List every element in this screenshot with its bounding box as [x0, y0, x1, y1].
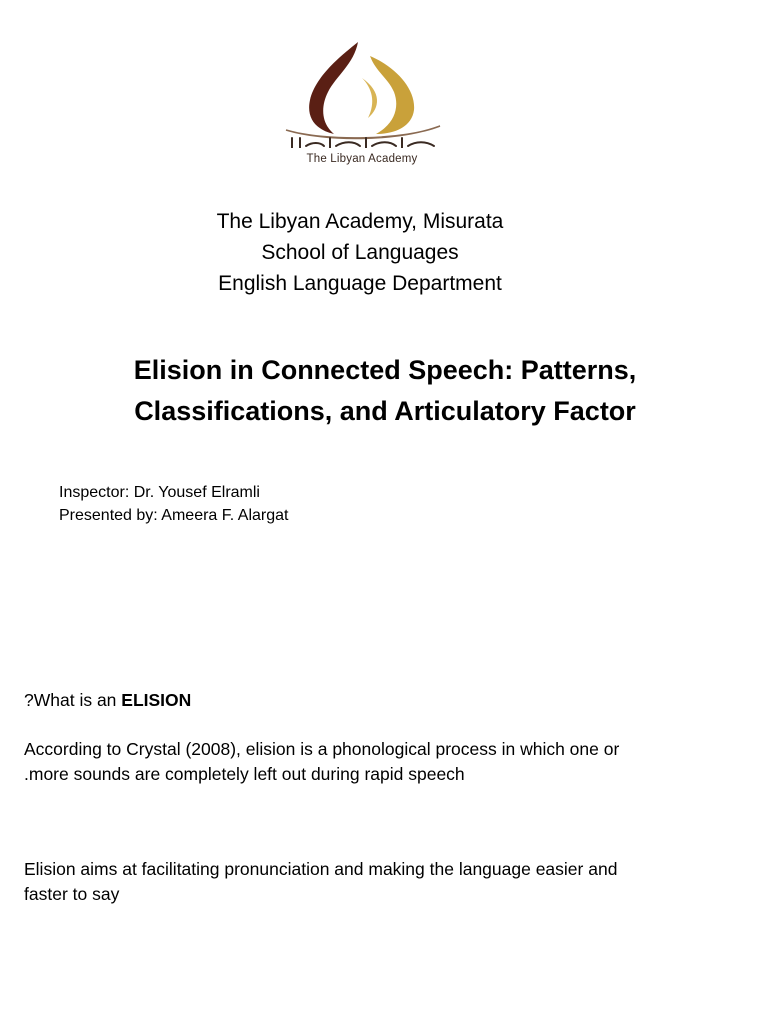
- logo-english-wordmark: The Libyan Academy: [306, 153, 418, 165]
- inspector-credit: Inspector: Dr. Yousef Elramli: [59, 484, 260, 501]
- question-prefix: ?What is an: [24, 690, 122, 710]
- logo-emblem-icon: [276, 38, 448, 148]
- definition-line-1: According to Crystal (2008), elision is a phonological process in which one or: [24, 739, 620, 759]
- page-title: [0, 350, 768, 432]
- libyan-academy-logo: [276, 38, 448, 170]
- title-line-2: Classifications, and Articulatory Factor: [134, 396, 636, 426]
- purpose-paragraph: [24, 857, 617, 907]
- purpose-line-1: Elision aims at facilitating pronunciation and making the language easier and: [24, 859, 618, 879]
- purpose-line-2: faster to say: [24, 884, 120, 904]
- definition-line-2: .more sounds are completely left out during rapid speech: [24, 764, 465, 784]
- institution-block: [0, 206, 720, 299]
- department-name: English Language Department: [218, 272, 502, 295]
- school-name: School of Languages: [261, 241, 459, 264]
- question-keyword: ELISION: [121, 690, 192, 710]
- title-line-1: Elision in Connected Speech: Patterns,: [133, 355, 637, 385]
- presenter-credit: Presented by: Ameera F. Alargat: [59, 507, 289, 524]
- institution-name: The Libyan Academy, Misurata: [216, 210, 504, 233]
- question-heading: [24, 688, 191, 713]
- credits-block: [59, 481, 288, 527]
- definition-paragraph: [24, 737, 619, 787]
